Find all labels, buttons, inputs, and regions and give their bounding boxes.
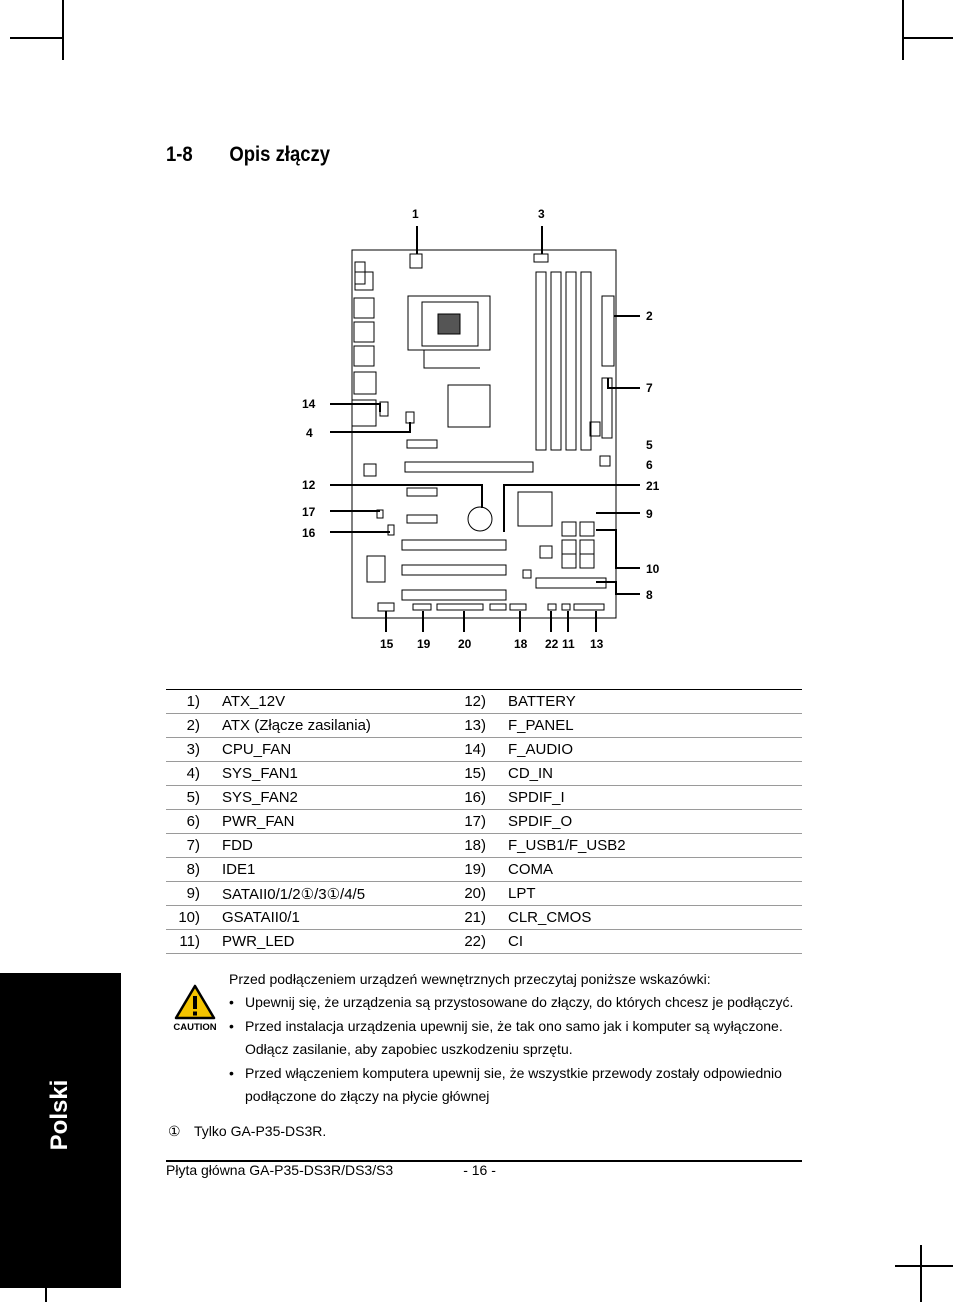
- callout-label: 16: [302, 526, 316, 540]
- callout-label: 14: [302, 397, 316, 411]
- section-number: 1-8: [166, 143, 193, 166]
- lpt-header: [437, 604, 483, 610]
- callout-label: 13: [590, 637, 604, 651]
- battery: [468, 507, 492, 531]
- io-port: [355, 262, 365, 284]
- callout-label: 18: [514, 637, 528, 651]
- callout-label: 20: [458, 637, 472, 651]
- chip: [364, 464, 376, 476]
- callout-label: 8: [646, 588, 653, 602]
- ci-header: [548, 604, 556, 610]
- dimm-slot: [536, 272, 546, 450]
- io-port: [354, 298, 374, 318]
- caution-notes: [229, 968, 801, 1108]
- table-row: 7) FDD 18) F_USB1/F_USB2: [166, 834, 802, 858]
- table-row: 11) PWR_LED 22) CI: [166, 930, 802, 954]
- callout-label: 15: [380, 637, 394, 651]
- crop-mark: [895, 1265, 953, 1267]
- page-number: - 16 -: [463, 1162, 496, 1178]
- caution-intro: Przed podłączeniem urządzeń wewnętrznych przeczytaj poniższe wskazówki:: [229, 971, 711, 987]
- sata-connector: [562, 522, 576, 536]
- pcie-x16-slot: [405, 462, 533, 472]
- sata-connector: [580, 522, 594, 536]
- coma-header: [413, 604, 431, 610]
- callout-label: 10: [646, 562, 660, 576]
- pcie-x1-slot: [407, 515, 437, 523]
- dimm-slot: [566, 272, 576, 450]
- pci-slot: [402, 565, 506, 575]
- table-row: 5) SYS_FAN2 16) SPDIF_I: [166, 786, 802, 810]
- f-usb2-header: [510, 604, 526, 610]
- northbridge: [448, 385, 490, 427]
- table-row: 4) SYS_FAN1 15) CD_IN: [166, 762, 802, 786]
- caution-icon-label: CAUTION: [173, 1022, 217, 1032]
- io-port: [354, 322, 374, 342]
- language-tab-label: Polski: [46, 1079, 73, 1151]
- gsata-connector: [580, 554, 594, 568]
- gsata-connector: [562, 554, 576, 568]
- table-row: 2) ATX (Złącze zasilania) 13) F_PANEL: [166, 714, 802, 738]
- callout-label: 12: [302, 478, 316, 492]
- table-row: 1) ATX_12V 12) BATTERY: [166, 690, 802, 714]
- page-footer: [166, 1162, 496, 1178]
- callout-label: 2: [646, 309, 653, 323]
- pwr-fan-header: [600, 456, 610, 466]
- caution-bullet: • Przed instalacja urządzenia upewnij sie, że tak ono samo jak i komputer są wyłączone. Odłącz zasilanie, aby zapobiec uszkodzeniu sprzętu.: [229, 1015, 801, 1062]
- cd-in-header: [378, 603, 394, 611]
- table-row: 8) IDE1 19) COMA: [166, 858, 802, 882]
- caution-bullet: • Upewnij się, że urządzenia są przystosowane do złączy, do których chcesz je podłączyć.: [229, 991, 801, 1014]
- chip: [540, 546, 552, 558]
- caution-bullet: • Przed włączeniem komputera upewnij sie, że wszystkie przewody zostały odpowiednio podłączone do złączy na płycie głównej: [229, 1062, 801, 1109]
- table-row: 10) GSATAII0/1 21) CLR_CMOS: [166, 906, 802, 930]
- footnote: [168, 1123, 326, 1140]
- callout-label: 7: [646, 381, 653, 395]
- io-port: [354, 346, 374, 366]
- callout-label: 3: [538, 207, 545, 221]
- pci-slot: [402, 590, 506, 600]
- crop-mark: [920, 1245, 922, 1302]
- f-usb1-header: [490, 604, 506, 610]
- section-title: Opis złączy: [229, 143, 331, 166]
- ide-connector: [536, 578, 606, 588]
- pcie-x1-slot: [407, 488, 437, 496]
- callout-label: 1: [412, 207, 419, 221]
- callout-label: 9: [646, 507, 653, 521]
- table-row: 6) PWR_FAN 17) SPDIF_O: [166, 810, 802, 834]
- callout-label: 17: [302, 505, 316, 519]
- callout-label: 21: [646, 479, 660, 493]
- sys-fan1-header: [406, 412, 414, 423]
- callout-label: 6: [646, 458, 653, 472]
- pcie-x1-slot: [407, 440, 437, 448]
- pci-slot: [402, 540, 506, 550]
- table-row: 9) SATAII0/1/2①/3①/4/5 20) LPT: [166, 882, 802, 906]
- atx12v-connector: [410, 254, 422, 268]
- f-panel-header: [574, 604, 604, 610]
- cpu-fan-header: [534, 254, 548, 262]
- callout-label: 4: [306, 426, 313, 440]
- table-row: 3) CPU_FAN 14) F_AUDIO: [166, 738, 802, 762]
- chip: [367, 556, 385, 582]
- language-tab: [0, 973, 121, 1288]
- atx-power-connector: [602, 296, 614, 366]
- cpu-lever: [424, 350, 480, 368]
- f-audio-header: [380, 402, 388, 416]
- caution-icon: [170, 984, 220, 1032]
- connector-list-table: [166, 689, 802, 954]
- io-port: [354, 372, 376, 394]
- pwr-led-header: [562, 604, 570, 610]
- dimm-slot: [551, 272, 561, 450]
- footnote-mark: ①: [168, 1123, 181, 1139]
- southbridge: [518, 492, 552, 526]
- cpu-core: [438, 314, 460, 334]
- callout-label: 11: [562, 637, 575, 651]
- io-port: [355, 272, 373, 290]
- footnote-text: Tylko GA-P35-DS3R.: [194, 1123, 327, 1139]
- sata-connector: [580, 540, 594, 554]
- callout-label: 22: [545, 637, 559, 651]
- callout-label: 19: [417, 637, 431, 651]
- sata-connector: [562, 540, 576, 554]
- footer-model: Płyta główna GA-P35-DS3R/DS3/S3: [166, 1162, 394, 1178]
- chip: [523, 570, 531, 578]
- callout-label: 5: [646, 438, 653, 452]
- spdif-i-header: [388, 525, 394, 535]
